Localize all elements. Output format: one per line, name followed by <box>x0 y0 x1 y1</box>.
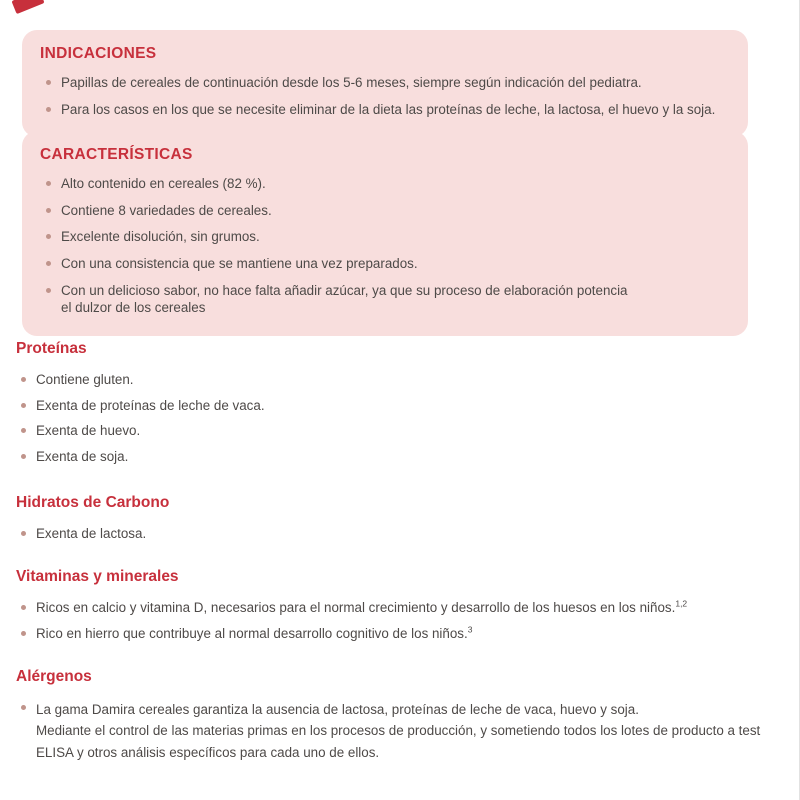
red-corner-accent-icon <box>11 0 44 14</box>
list-item-text: La gama Damira cereales garantiza la ausencia de lactosa, proteínas de leche de vaca, huevo y soja. Mediante el control de las materias primas en los procesos de producción, y sometiendo todos los lotes de producto a test ELISA y otros análisis específicos para cada uno de ellos. <box>36 702 761 760</box>
reference-superscript: 3 <box>467 624 473 635</box>
section-title-hidratos: Hidratos de Carbono <box>16 494 170 511</box>
bullet-dot-icon <box>21 605 26 610</box>
panel-caracteristicas <box>22 131 748 336</box>
list-item <box>16 525 793 543</box>
hidratos-list <box>16 525 793 543</box>
list-item-text: Exenta de soja. <box>36 449 129 465</box>
bullet-dot-icon <box>46 288 51 293</box>
list-item-text: Rico en hierro que contribuye al normal desarrollo cognitivo de los niños.$^3$ <box>36 624 473 641</box>
bullet-dot-icon <box>21 403 26 408</box>
list-item-text: Con una consistencia que se mantiene una vez preparados. <box>61 256 418 272</box>
bullet-dot-icon <box>46 261 51 266</box>
list-item <box>16 397 793 415</box>
list-item <box>40 175 740 193</box>
list-item-text: Exenta de proteínas de leche de vaca. <box>36 397 265 413</box>
list-item-text: Exenta de lactosa. <box>36 526 147 541</box>
list-item <box>40 74 740 92</box>
list-item <box>16 371 793 389</box>
section-hidratos-de-carbono <box>16 494 793 551</box>
list-item-text: Exenta de huevo. <box>36 423 141 439</box>
list-item-text: Con un delicioso sabor, no hace falta añadir azúcar, ya que su proceso de elaboración potencia el dulzor de los cereales <box>61 282 628 316</box>
list-item-text: Ricos en calcio y vitamina D, necesarios para el normal crecimiento y desarrollo de los huesos en los niños.$^{1,2}$ <box>36 598 688 615</box>
list-item-text: Contiene 8 variedades de cereales. <box>61 202 272 218</box>
list-item-text: Excelente disolución, sin grumos. <box>61 229 260 245</box>
panel-indicaciones <box>22 30 748 137</box>
panel-title-caracteristicas: CARACTERÍSTICAS <box>40 146 193 163</box>
list-item <box>16 599 793 617</box>
section-alergenos <box>16 668 793 771</box>
bullet-dot-icon <box>46 80 51 85</box>
list-item <box>40 228 740 246</box>
list-item-text: Para los casos en los que se necesite eliminar de la dieta las proteínas de leche, la lactosa, el huevo y la soja. <box>61 101 716 117</box>
bullet-dot-icon <box>46 208 51 213</box>
list-item <box>40 255 740 273</box>
bullet-dot-icon <box>21 428 26 433</box>
bullet-dot-icon <box>46 107 51 112</box>
panel-title-indicaciones: INDICACIONES <box>40 45 157 62</box>
reference-superscript: 1,2 <box>675 598 688 609</box>
list-item <box>16 448 793 466</box>
section-title-vitaminas: Vitaminas y minerales <box>16 568 179 585</box>
bullet-dot-icon <box>46 234 51 239</box>
list-item <box>16 422 793 440</box>
list-item-text: Alto contenido en cereales (82 %). <box>61 176 266 191</box>
list-item-text: Papillas de cereales de continuación desde los 5-6 meses, siempre según indicación del pediatra. <box>61 75 642 90</box>
alergenos-list <box>16 699 793 763</box>
section-title-proteinas: Proteínas <box>16 340 87 357</box>
caracteristicas-list <box>40 175 740 317</box>
bullet-dot-icon <box>46 181 51 186</box>
proteinas-list <box>16 371 793 466</box>
vitaminas-list <box>16 599 793 642</box>
bullet-dot-icon <box>21 705 26 710</box>
list-item <box>16 699 793 763</box>
list-item <box>40 101 740 119</box>
list-item-text: Contiene gluten. <box>36 372 134 387</box>
list-item <box>40 202 740 220</box>
section-vitaminas-y-minerales <box>16 568 793 650</box>
bullet-dot-icon <box>21 377 26 382</box>
list-item <box>40 282 740 317</box>
bullet-dot-icon <box>21 531 26 536</box>
section-title-alergenos: Alérgenos <box>16 668 92 685</box>
indicaciones-list <box>40 74 740 118</box>
list-item <box>16 625 793 643</box>
section-proteinas <box>16 340 793 474</box>
bullet-dot-icon <box>21 454 26 459</box>
bullet-dot-icon <box>21 631 26 636</box>
